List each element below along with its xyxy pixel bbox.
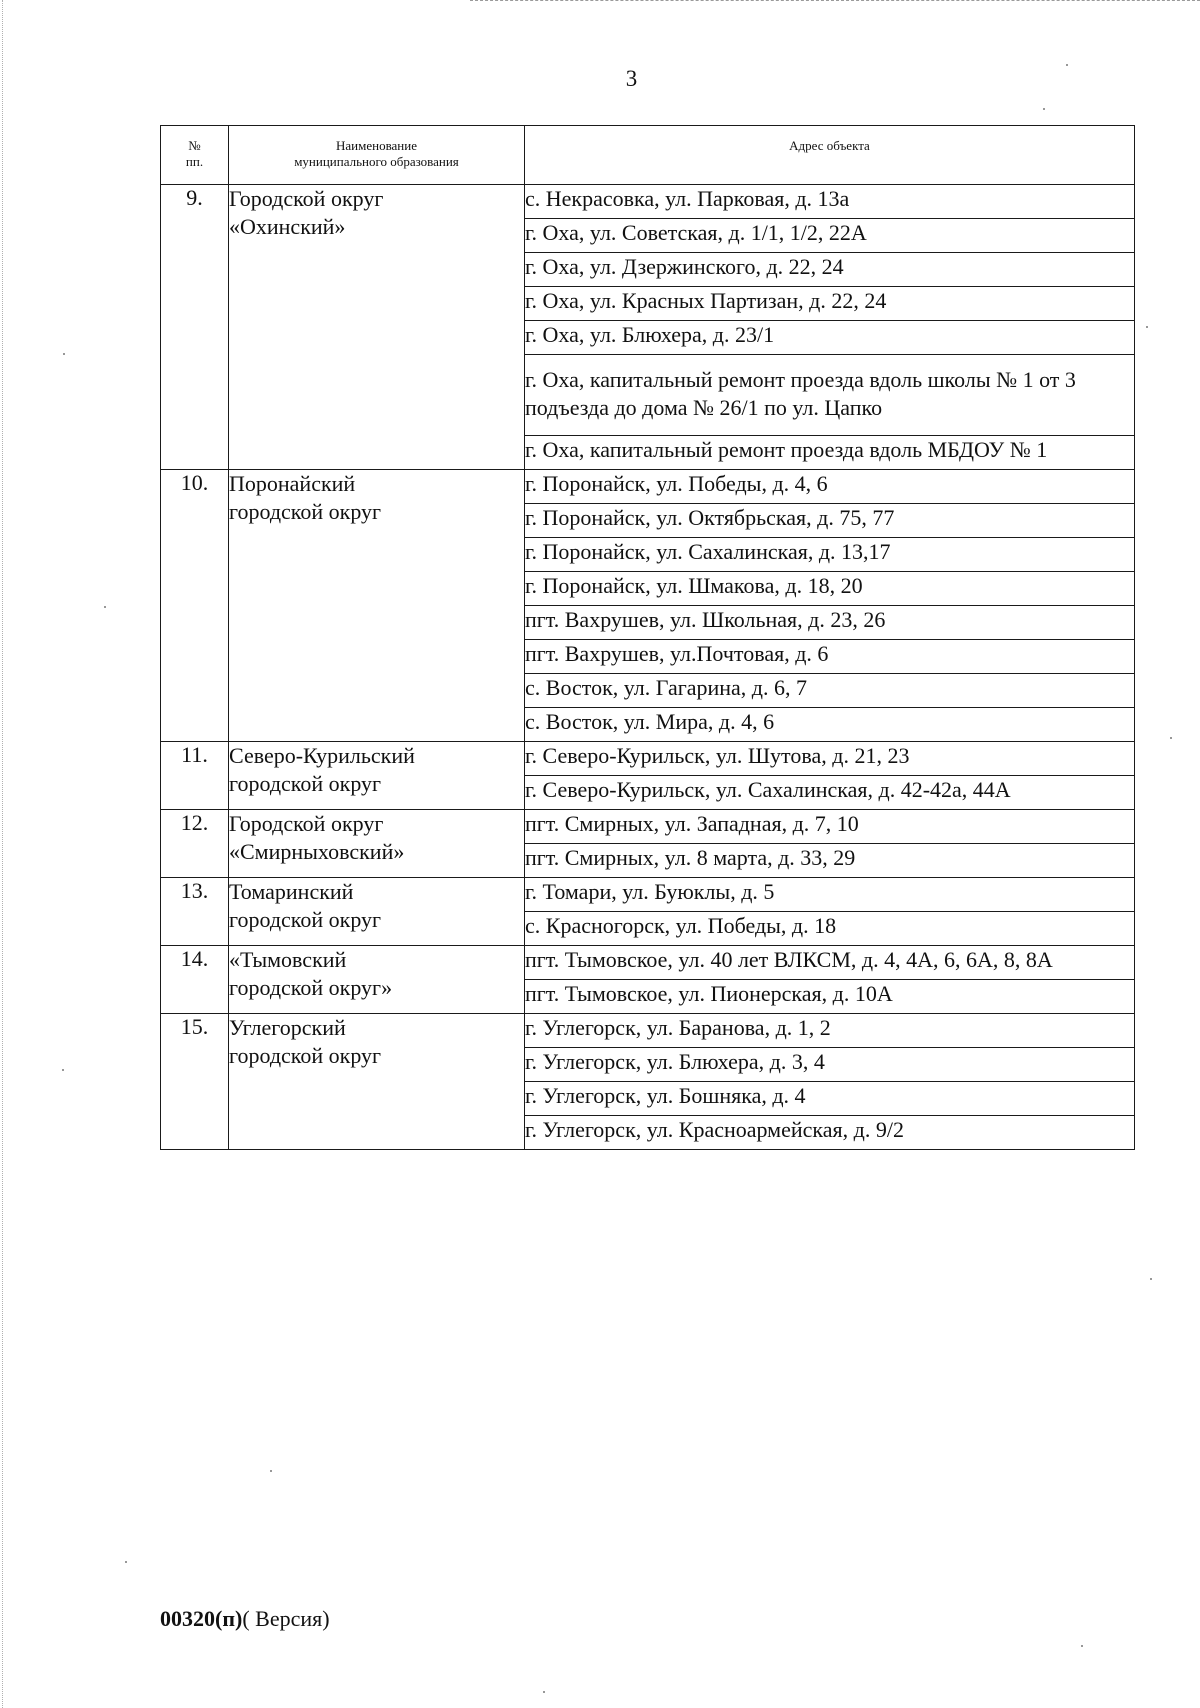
- municipality-name: «Тымовский городской округ»: [229, 946, 525, 1014]
- table-row: [161, 470, 1135, 504]
- municipality-name: Поронайский городской округ: [229, 470, 525, 742]
- object-address: с. Восток, ул. Мира, д. 4, 6: [525, 708, 1135, 742]
- header-municipality: [229, 126, 525, 185]
- object-address: пгт. Смирных, ул. Западная, д. 7, 10: [525, 810, 1135, 844]
- object-address: г. Поронайск, ул. Победы, д. 4, 6: [525, 470, 1135, 504]
- object-address: г. Оха, ул. Дзержинского, д. 22, 24: [525, 253, 1135, 287]
- object-address: с. Восток, ул. Гагарина, д. 6, 7: [525, 674, 1135, 708]
- table-row: [161, 810, 1135, 844]
- object-address: г. Углегорск, ул. Красноармейская, д. 9/2: [525, 1116, 1135, 1150]
- object-address: г. Оха, ул. Советская, д. 1/1, 1/2, 22А: [525, 219, 1135, 253]
- object-address: г. Томари, ул. Буюклы, д. 5: [525, 878, 1135, 912]
- left-edge-line: [2, 0, 3, 1708]
- object-address: г. Оха, ул. Красных Партизан, д. 22, 24: [525, 287, 1135, 321]
- scan-speck: [125, 1561, 127, 1563]
- object-address: г. Северо-Курильск, ул. Шутова, д. 21, 23: [525, 742, 1135, 776]
- scan-speck: [63, 353, 65, 355]
- header-num: [161, 126, 229, 185]
- object-address: пгт. Вахрушев, ул.Почтовая, д. 6: [525, 640, 1135, 674]
- municipality-name: Томаринский городской округ: [229, 878, 525, 946]
- row-number: 14.: [161, 946, 229, 1014]
- row-number: 10.: [161, 470, 229, 742]
- table-body: [161, 185, 1135, 1150]
- object-address: г. Углегорск, ул. Бошняка, д. 4: [525, 1082, 1135, 1116]
- object-address: г. Оха, капитальный ремонт проезда вдоль МБДОУ № 1: [525, 436, 1135, 470]
- scan-speck: [1081, 1645, 1083, 1647]
- table-row: [161, 1014, 1135, 1048]
- document-code: 00320(п): [160, 1606, 243, 1631]
- object-address: пгт. Тымовское, ул. Пионерская, д. 10А: [525, 980, 1135, 1014]
- document-version: ( Версия): [242, 1606, 330, 1631]
- scan-speck: [270, 1470, 272, 1472]
- object-address: г. Северо-Курильск, ул. Сахалинская, д. 42-42а, 44А: [525, 776, 1135, 810]
- table-row: [161, 878, 1135, 912]
- object-address: пгт. Смирных, ул. 8 марта, д. 33, 29: [525, 844, 1135, 878]
- table-row: [161, 185, 1135, 219]
- scan-speck: [104, 606, 106, 608]
- page-number: 3: [625, 66, 638, 91]
- object-address: с. Некрасовка, ул. Парковая, д. 13а: [525, 185, 1135, 219]
- row-number: 13.: [161, 878, 229, 946]
- row-number: 11.: [161, 742, 229, 810]
- table-header-row: [161, 126, 1135, 185]
- scan-speck: [1043, 108, 1045, 110]
- object-address: г. Оха, капитальный ремонт проезда вдоль школы № 1 от 3 подъезда до дома № 26/1 по ул. Цапко: [525, 355, 1135, 436]
- municipality-name: Углегорский городской округ: [229, 1014, 525, 1150]
- row-number: 15.: [161, 1014, 229, 1150]
- row-number: 9.: [161, 185, 229, 470]
- header-num-text: № пп.: [185, 138, 204, 169]
- object-address: г. Оха, ул. Блюхера, д. 23/1: [525, 321, 1135, 355]
- object-address: г. Поронайск, ул. Шмакова, д. 18, 20: [525, 572, 1135, 606]
- scan-speck: [543, 1691, 545, 1693]
- municipality-name: Городской округ «Смирныховский»: [229, 810, 525, 878]
- object-address: с. Красногорск, ул. Победы, д. 18: [525, 912, 1135, 946]
- scan-speck: [1150, 1278, 1152, 1280]
- scan-speck: [1146, 326, 1148, 328]
- table-row: [161, 742, 1135, 776]
- object-address: г. Поронайск, ул. Октябрьская, д. 75, 77: [525, 504, 1135, 538]
- scan-speck: [1170, 737, 1172, 739]
- object-address: г. Углегорск, ул. Блюхера, д. 3, 4: [525, 1048, 1135, 1082]
- document-reference: [160, 1606, 330, 1632]
- object-address: г. Поронайск, ул. Сахалинская, д. 13,17: [525, 538, 1135, 572]
- header-address-text: Адрес объекта: [789, 138, 870, 153]
- table-row: [161, 946, 1135, 980]
- header-address: [525, 126, 1135, 185]
- municipality-name: Городской округ «Охинский»: [229, 185, 525, 470]
- object-address: пгт. Вахрушев, ул. Школьная, д. 23, 26: [525, 606, 1135, 640]
- objects-table: [160, 125, 1135, 1150]
- scan-speck: [1066, 64, 1068, 66]
- row-number: 12.: [161, 810, 229, 878]
- object-address: пгт. Тымовское, ул. 40 лет ВЛКСМ, д. 4, 4А, 6, 6А, 8, 8А: [525, 946, 1135, 980]
- object-address: г. Углегорск, ул. Баранова, д. 1, 2: [525, 1014, 1135, 1048]
- scan-speck: [62, 1069, 64, 1071]
- header-municipality-text: Наименование муниципального образования: [294, 138, 459, 169]
- municipality-name: Северо-Курильский городской округ: [229, 742, 525, 810]
- top-edge-line: [470, 0, 1200, 1]
